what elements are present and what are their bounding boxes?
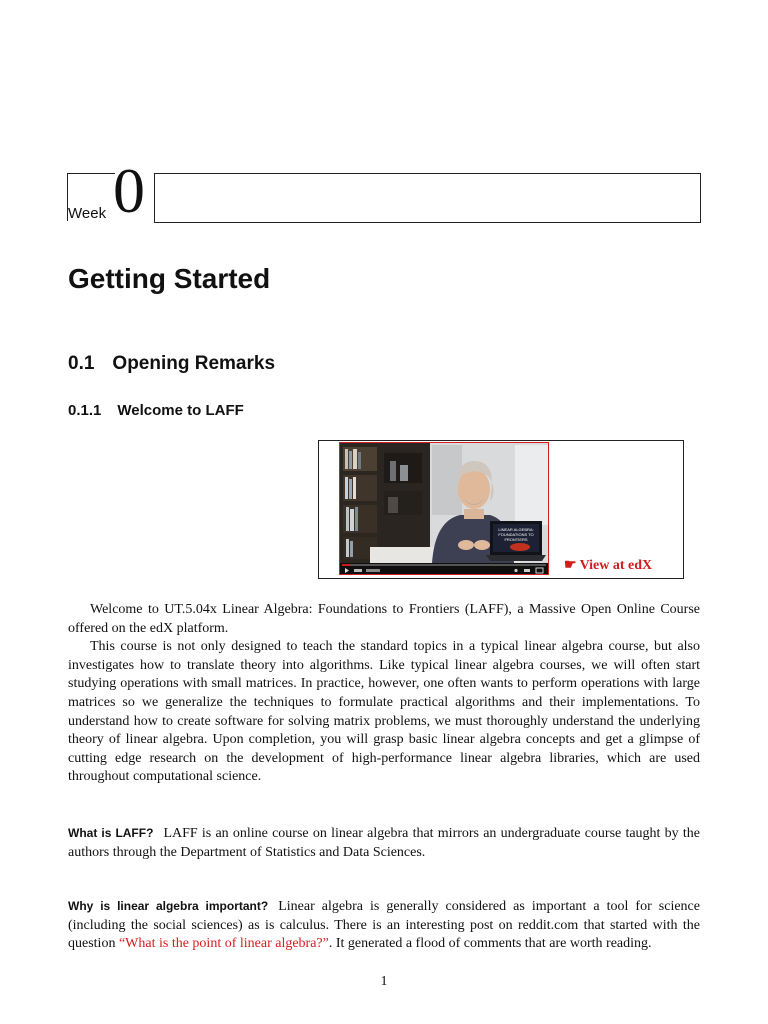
week-number: 0 <box>113 155 145 226</box>
what-is-laff-text: LAFF is an online course on linear algebra that mirrors an undergraduate course taught by the authors through the Department of Statistics and Data Sciences. <box>68 826 700 860</box>
chapter-title: Getting Started <box>68 263 271 294</box>
why-important-paragraph <box>68 897 700 954</box>
section-number: 0.1 <box>68 353 95 374</box>
svg-text:FOUNDATIONS TO: FOUNDATIONS TO <box>498 532 534 537</box>
section-heading <box>68 352 275 376</box>
why-important-text-before: Linear algebra is generally considered as important a tool for science (including the social sciences) as is calculus. There is an interesting post on reddit.com that started with the question <box>68 899 700 952</box>
week-title-box <box>154 173 701 223</box>
video-frame <box>318 440 684 579</box>
view-at-edx-link[interactable] <box>564 557 652 575</box>
subsection-heading <box>68 401 244 421</box>
what-is-laff-label: What is LAFF? <box>68 826 154 840</box>
intro-text <box>68 601 700 787</box>
settings-icon <box>514 569 517 572</box>
svg-text:FRONTIERS: FRONTIERS <box>504 537 528 542</box>
section-title: Opening Remarks <box>112 353 276 374</box>
page-number: 1 <box>380 974 388 989</box>
pointing-hand-icon: ☛ <box>564 558 577 573</box>
captions-icon <box>524 569 530 572</box>
week-label: Week <box>68 205 107 222</box>
view-at-edx-label: View at edX <box>579 558 653 573</box>
why-important-label: Why is linear algebra important? <box>68 899 269 913</box>
why-important-text-after: . It generated a flood of comments that are worth reading. <box>328 936 652 952</box>
subsection-title: Welcome to LAFF <box>117 402 244 419</box>
intro-paragraph-2: This course is not only designed to teach the standard topics in a typical linear algebra course, but also investigates how to translate theory into algorithms. Like typical linear algebra courses, we will often start studying operations with small matrices. In practice, however, one often wants to perform operations with large matrices so we generalize the techniques to formulate practical algorithms and their implementations. To understand how to create software for solving matrix problems, we must thoroughly understand the underlying theory of linear algebra. Upon completion, you will grasp basic linear algebra concepts and get a glimpse of cutting edge research on the development of high-performance linear algebra libraries, which are used throughout computational science. <box>68 639 700 785</box>
volume-icon <box>354 569 362 572</box>
week-header <box>67 155 701 228</box>
video-thumbnail[interactable] <box>339 442 549 575</box>
what-is-laff-paragraph <box>68 824 700 862</box>
video-still-image <box>340 443 548 574</box>
week-box-top-rule <box>67 173 115 174</box>
laptop-screen-text: LINEAR ALGEBRA: <box>498 527 534 532</box>
subsection-number: 0.1.1 <box>68 402 102 419</box>
intro-paragraph-1: Welcome to UT.5.04x Linear Algebra: Foundations to Frontiers (LAFF), a Massive Open Online Course offered on the edX platform. <box>68 602 700 636</box>
reddit-question-link[interactable]: “What is the point of linear algebra?” <box>118 936 329 952</box>
